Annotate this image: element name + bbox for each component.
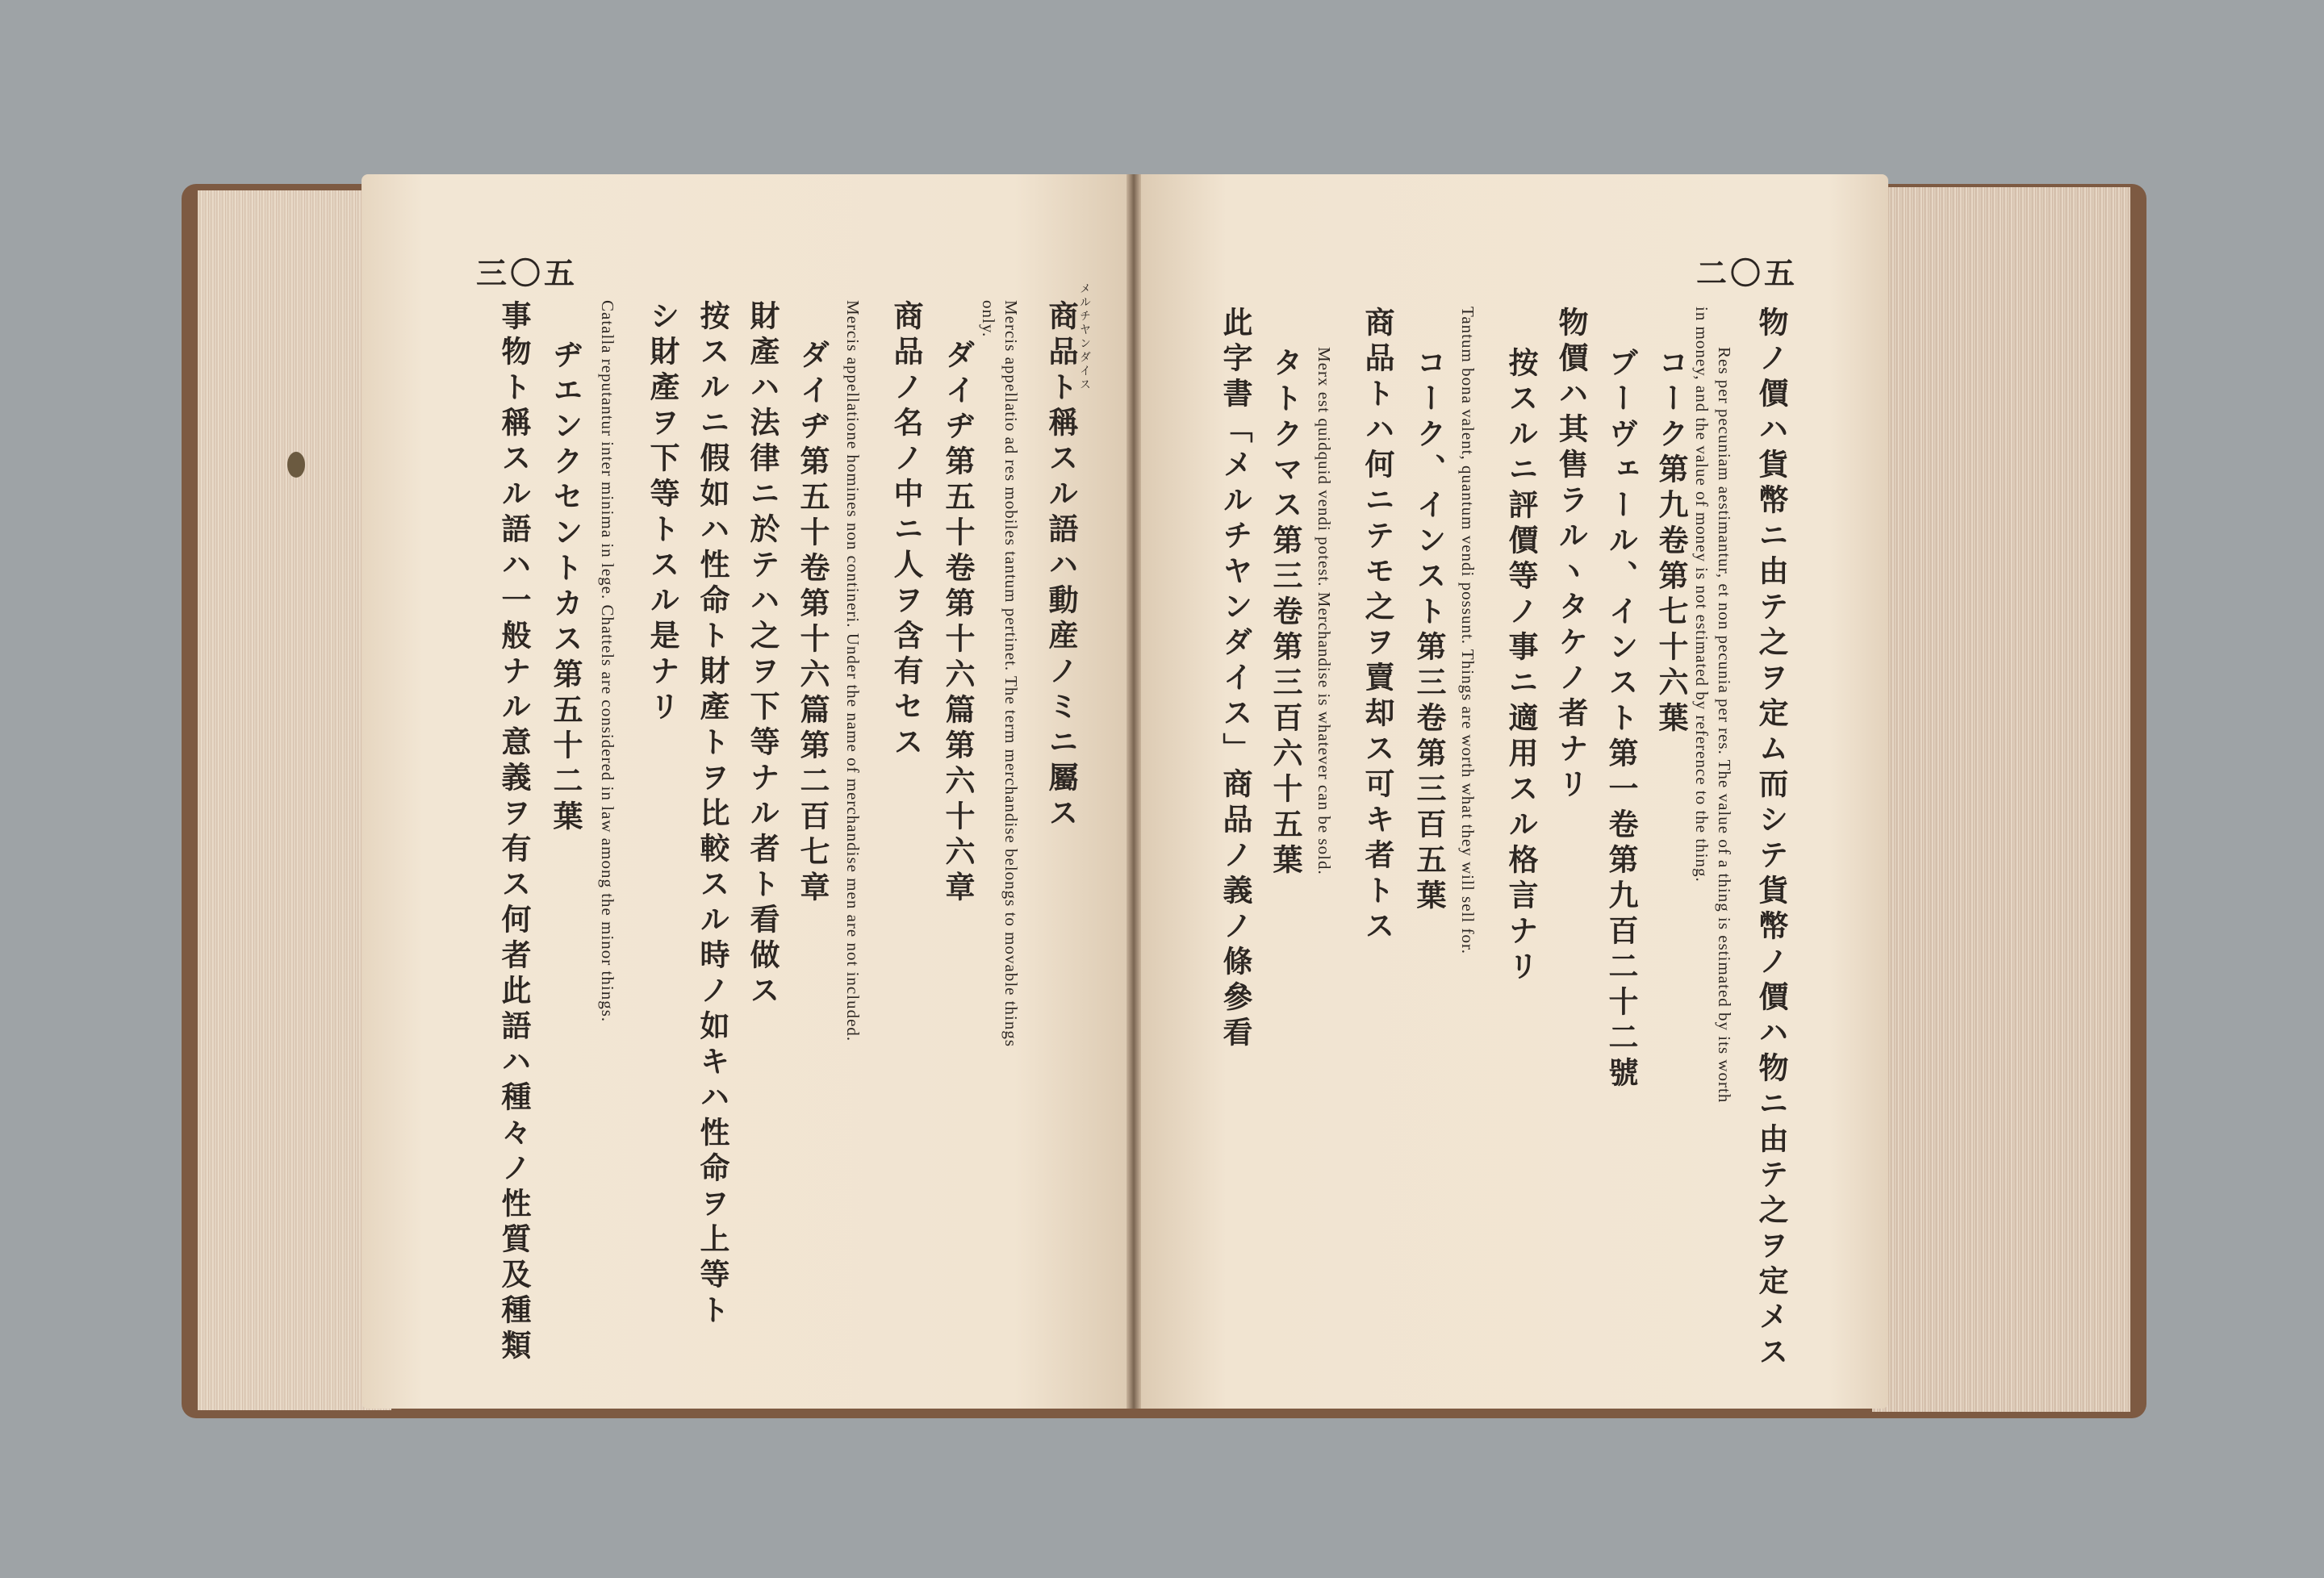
text-column: 商品ト稱スル語ハ動産ノミニ屬ス	[1043, 300, 1079, 833]
text-column-latin: Tantum bona valent, quantum vendi possunt. Things are worth what they will sell for.	[1458, 307, 1478, 955]
text-column: 按スルニ評價等ノ事ニ適用スル格言ナリ	[1503, 347, 1539, 986]
text-column: 商品トハ何ニテモ之ヲ賣却ス可キ者トス	[1360, 307, 1395, 946]
pin-hole	[287, 452, 305, 478]
text-column: ダイヂ第五十卷第十六篇第六十六章	[940, 339, 976, 907]
ruby-annotation: メルチヤンダイス	[1078, 282, 1091, 392]
text-column-latin: Res per pecuniam aestimantur, et non pecunia per res. The value of a thing is estimated by its worth	[1715, 347, 1734, 1104]
right-page-number: 二〇五	[1696, 255, 1799, 291]
right-page-edges	[1872, 187, 2130, 1412]
text-column: コーク、インスト第三卷第三百五葉	[1411, 347, 1447, 915]
book-gutter	[1126, 174, 1141, 1409]
text-column: 事物ト稱スル語ハ一般ナル意義ヲ有ス何者此語ハ種々ノ性質及種類	[496, 300, 532, 1365]
text-column: 物ノ價ハ貨幣ニ由テ之ヲ定ム而シテ貨幣ノ價ハ物ニ由テ之ヲ定メス	[1753, 307, 1789, 1371]
text-column: ブーヴェール、インスト第一卷第九百二十二號	[1603, 347, 1639, 1092]
text-column: タトクマス第三卷第三百六十五葉	[1268, 347, 1303, 879]
text-column: コーク第九卷第七十六葉	[1653, 347, 1689, 737]
text-column: ダイヂ第五十卷第十六篇第二百七章	[795, 339, 830, 907]
text-column: シ財產ヲ下等トスル是ナリ	[645, 300, 680, 726]
left-page-number: 三〇五	[476, 255, 579, 291]
text-column: 商品ノ名ノ中ニ人ヲ含有セス	[888, 300, 924, 762]
text-column-latin: only.	[979, 300, 998, 338]
text-column-latin: Mercis appellatione homines non contineri. Under the name of merchandise men are not included.	[843, 300, 863, 1042]
text-column: 按スルニ假如ハ性命ト財產トヲ比較スル時ノ如キハ性命ヲ上等ト	[695, 300, 730, 1330]
text-column: ヂエンクセントカス第五十二葉	[548, 339, 583, 836]
text-column: 財產ハ法律ニ於テハ之ヲ下等ナル者ト看做ス	[745, 300, 780, 1010]
text-column-latin: Merx est quidquid vendi potest. Merchandise is whatever can be sold.	[1315, 347, 1334, 875]
text-column-latin: Catalla reputantur inter minima in lege. Chattels are considered in law among the minor things.	[598, 300, 617, 1023]
text-column-latin: in money, and the value of money is not estimated by reference to the thing.	[1692, 307, 1712, 883]
text-column-latin: Mercis appellatio ad res mobiles tantum pertinet. The term merchandise belongs to movable things	[1001, 300, 1021, 1048]
text-column: 此字書「メルチヤンダイス」商品ノ義ノ條參看	[1218, 307, 1253, 1052]
text-column: 物價ハ其售ラルヽタケノ者ナリ	[1553, 307, 1589, 804]
